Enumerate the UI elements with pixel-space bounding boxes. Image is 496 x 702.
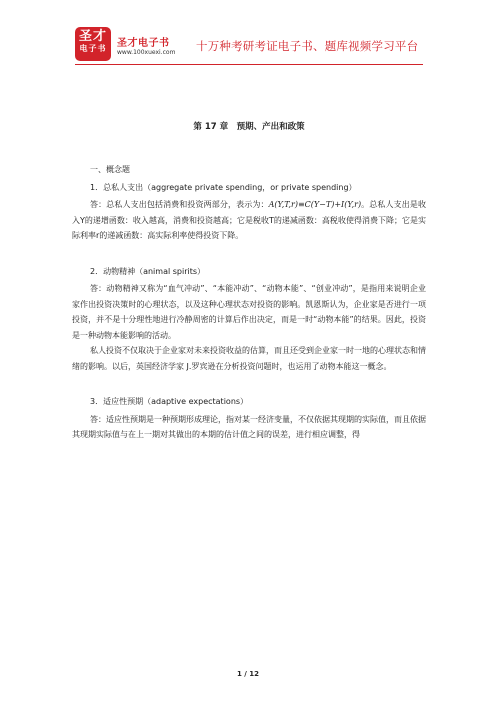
header-slogan: 十万种考研考证电子书、题库视频学习平台 (196, 39, 419, 53)
term-paragraph: 私人投资不仅取决于企业家对未来投资收益的估算，而且还受到企业家一时一地的心理状态和情绪的影响。以后，英国经济学家 J.罗宾逊在分析投资问题时，也运用了动物本能这一概念。 (72, 346, 426, 371)
term-answer (72, 197, 426, 244)
section-heading: 一、概念题 (90, 165, 130, 174)
term-title: 3．适应性预期（adaptive expectations） (90, 397, 249, 406)
term-title: 2．动物精神（animal spirits） (90, 266, 206, 276)
term-answer: 答：适应性预期是一种预期形成理论，指对某一经济变量，不仅依据其现期的实际值，而且依据其现期实际值与在上一期对其做出的本期的估计值之间的误差，进行相应调整，得 (72, 414, 426, 439)
document-body (72, 120, 426, 443)
term-answer: 答：动物精神又称为“血气冲动”、“本能冲动”、“动物本能”、“创业冲动”，是指用来说明企业家作出投资决策时的心理状态，以及这种心理状态对投资的影响。凯恩斯认为，企业家是否进行一项投资，并不是十分理性地进行冷静周密的计算后作出决定，而是一时“动物本能”的结果。因此，投资是一种动物本能影响的活动。 (72, 284, 426, 340)
brand-name: 圣才电子书 (117, 38, 170, 49)
brand-url: www.100xuexi.com (117, 49, 176, 56)
formula: A(Y,T,r)≡C(Y−T)+I(Y,r) (268, 200, 362, 209)
logo-text-main: 圣才 (78, 29, 107, 44)
page-number: 1 / 12 (236, 670, 260, 678)
chapter-title: 第 17 章 预期、产出和政策 (193, 122, 305, 132)
answer-lead: 答：总私人支出包括消费和投资两部分，表示为： (90, 200, 269, 209)
answer-tail: 。总私人支出是收入Y的递增函数：收入越高，消费和投资越高；它是税收T的递减函数：高税收使得消费下降；它是实际利率r的递减函数：高实际利率使得投资下降。 (72, 200, 427, 240)
brand-logo (75, 27, 111, 61)
term-title: 1．总私人支出（aggregate private spending，or private spending） (90, 182, 357, 192)
page-header (0, 0, 496, 66)
header-divider (75, 64, 423, 65)
logo-text-sub: 电子书 (79, 44, 107, 53)
